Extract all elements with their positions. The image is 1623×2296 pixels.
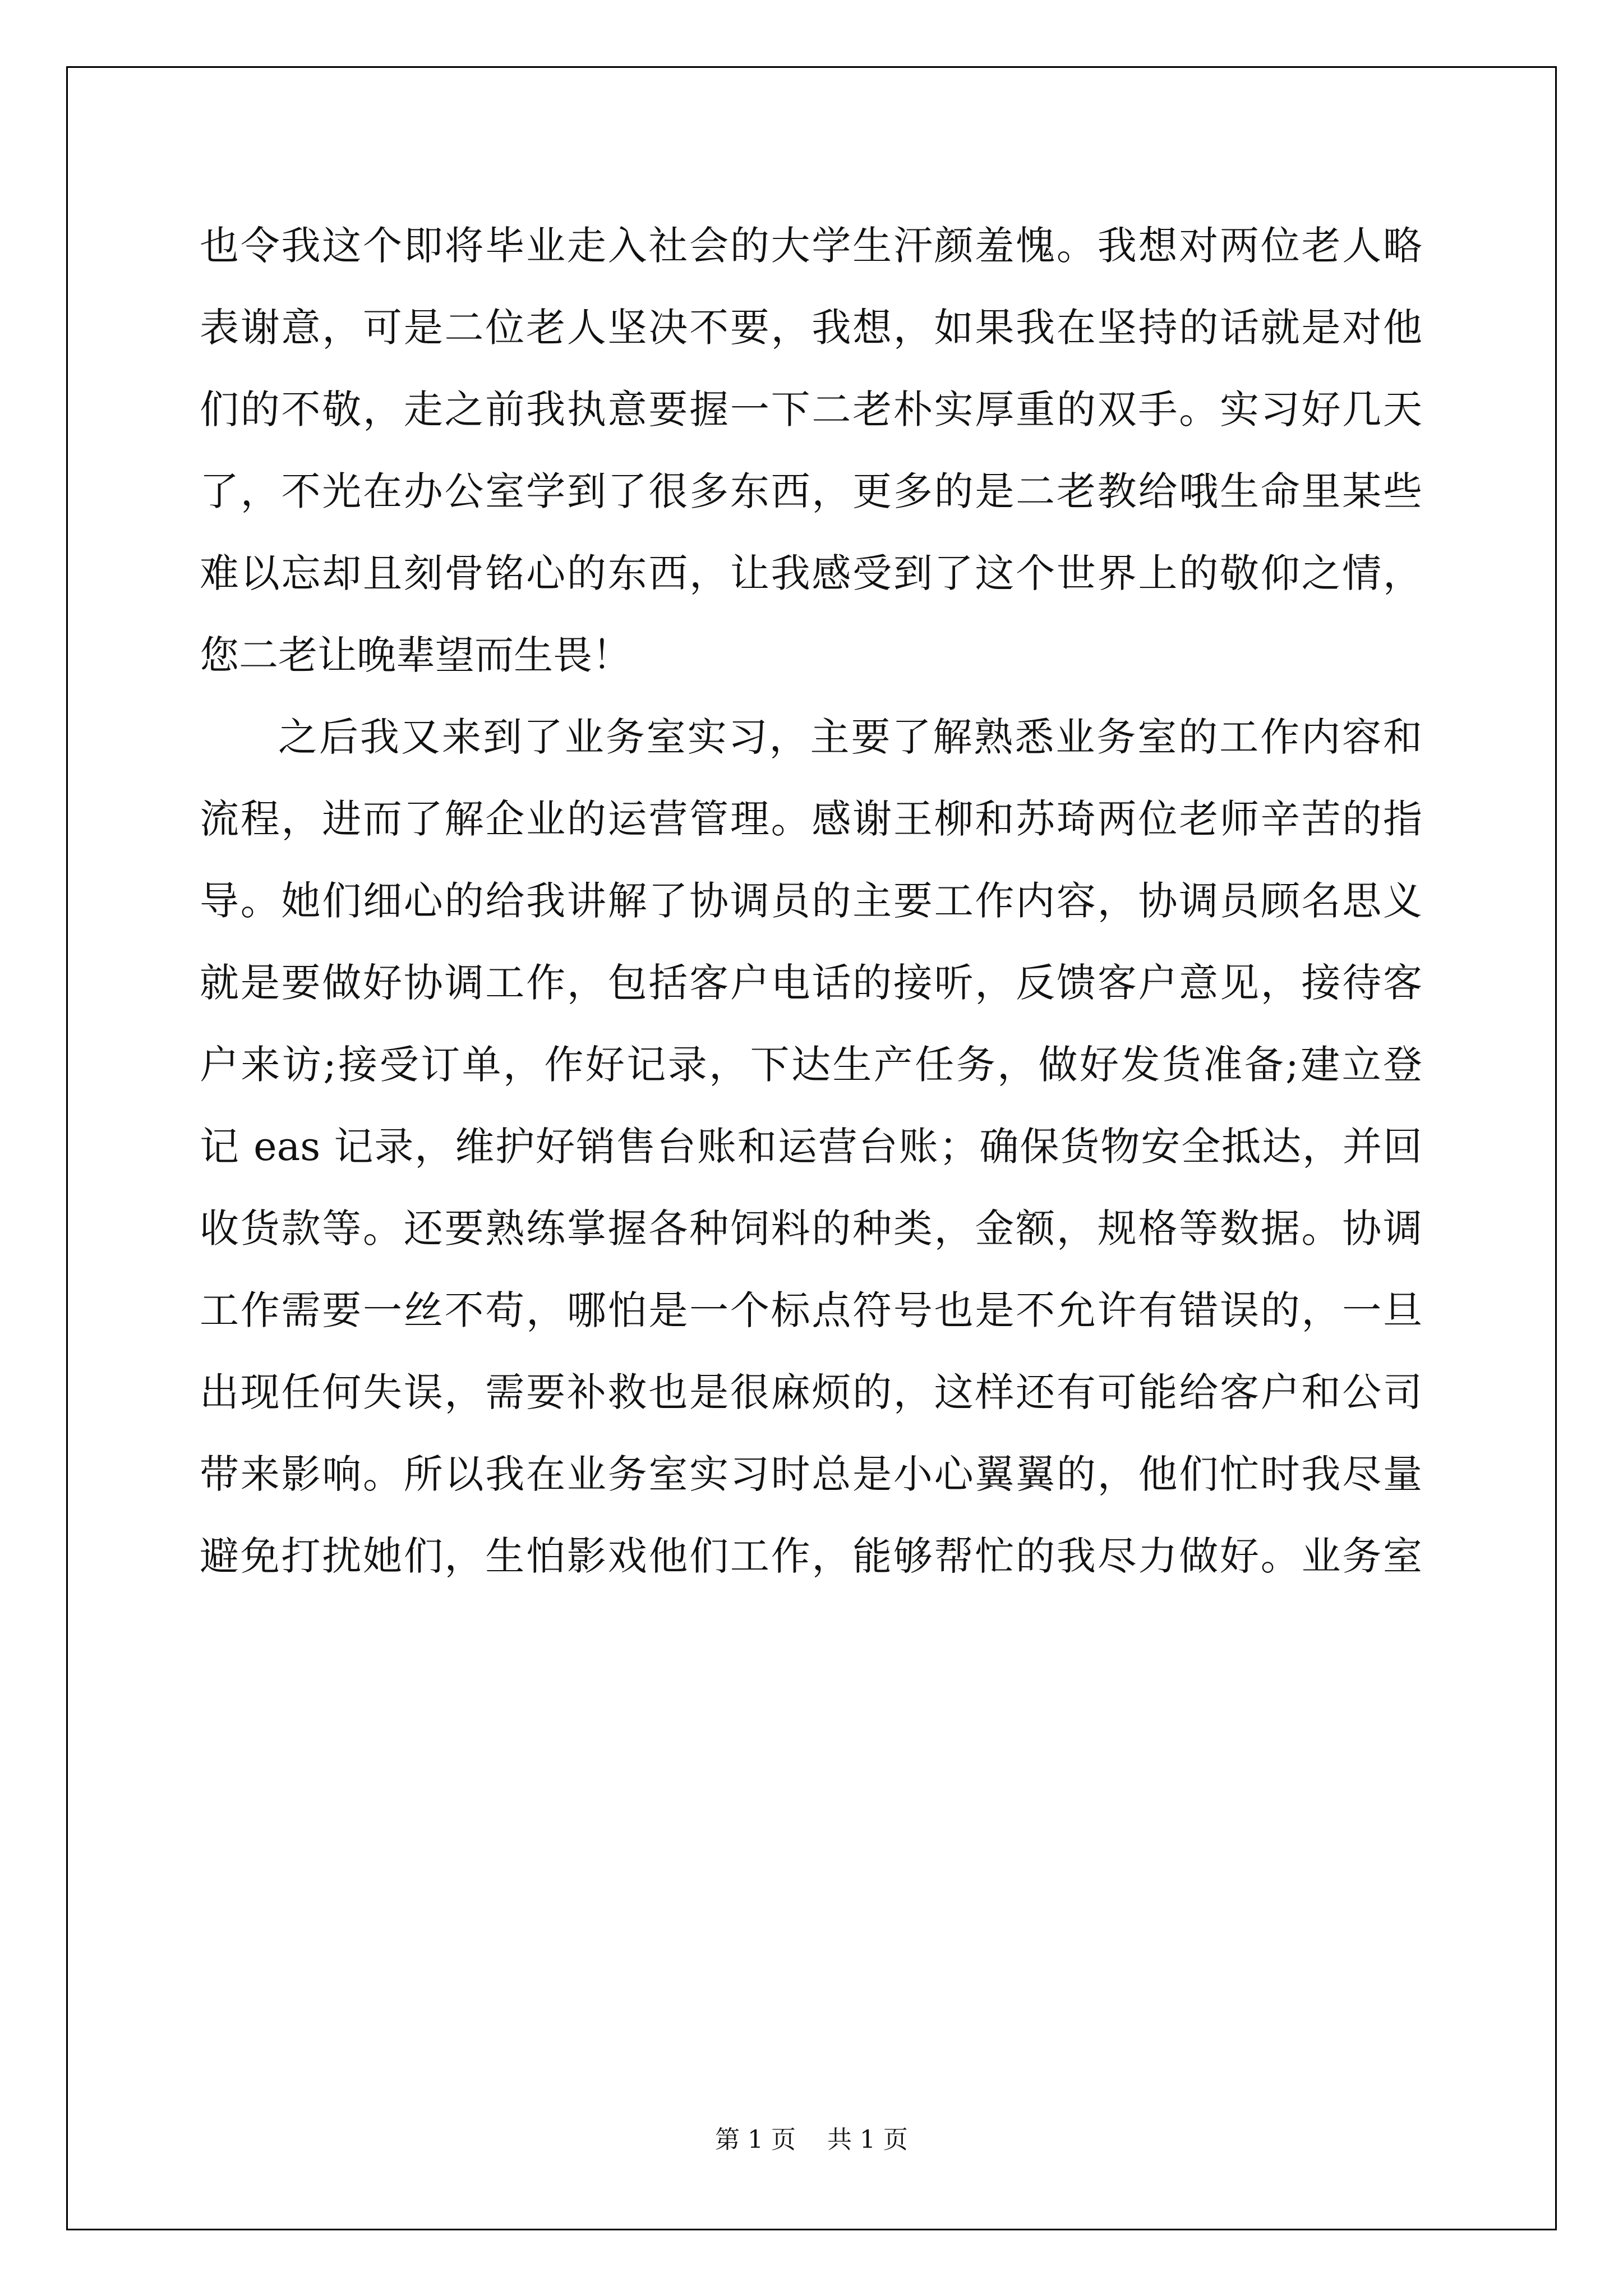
text-line: 表谢意，可是二位老人坚决不要，我想，如果我在坚持的话就是对他 bbox=[200, 305, 1422, 351]
text-line: 您二老让晚辈望而生畏！ bbox=[200, 632, 631, 678]
paragraph-2 bbox=[200, 696, 1422, 1597]
text-line: 难以忘却且刻骨铭心的东西，让我感受到了这个世界上的敬仰之情， bbox=[200, 550, 1422, 596]
text-line: 也令我这个即将毕业走入社会的大学生汗颜羞愧。我想对两位老人略 bbox=[200, 223, 1422, 269]
text-line: 流程，进而了解企业的运营管理。感谢王柳和苏琦两位老师辛苦的指 bbox=[200, 796, 1422, 842]
text-line: 避免打扰她们，生怕影戏他们工作，能够帮忙的我尽力做好。业务室 bbox=[200, 1533, 1422, 1579]
text-line: 户来访;接受订单，作好记录，下达生产任务，做好发货准备;建立登 bbox=[200, 1042, 1422, 1088]
text-line: 带来影响。所以我在业务室实习时总是小心翼翼的，他们忙时我尽量 bbox=[200, 1451, 1422, 1497]
document-body bbox=[200, 205, 1422, 1597]
text-line: 了，不光在办公室学到了很多东西，更多的是二老教给哦生命里某些 bbox=[200, 468, 1422, 514]
text-line: 们的不敬，走之前我执意要握一下二老朴实厚重的双手。实习好几天 bbox=[200, 386, 1422, 432]
text-line: 记 eas 记录，维护好销售台账和运营台账；确保货物安全抵达，并回 bbox=[200, 1124, 1422, 1170]
text-line: 工作需要一丝不苟，哪怕是一个标点符号也是不允许有错误的，一旦 bbox=[200, 1287, 1422, 1333]
text-line: 收货款等。还要熟练掌握各种饲料的种类，金额，规格等数据。协调 bbox=[200, 1205, 1422, 1251]
text-line: 就是要做好协调工作，包括客户电话的接听，反馈客户意见，接待客 bbox=[200, 960, 1422, 1006]
paragraph-1 bbox=[200, 205, 1422, 696]
text-line: 出现任何失误，需要补救也是很麻烦的，这样还有可能给客户和公司 bbox=[200, 1369, 1422, 1415]
text-line: 导。她们细心的给我讲解了协调员的主要工作内容，协调员顾名思义 bbox=[200, 878, 1422, 924]
text-line: 之后我又来到了业务室实习，主要了解熟悉业务室的工作内容和 bbox=[278, 714, 1422, 760]
page-number-footer: 第 1 页 共 1 页 bbox=[715, 2125, 908, 2154]
